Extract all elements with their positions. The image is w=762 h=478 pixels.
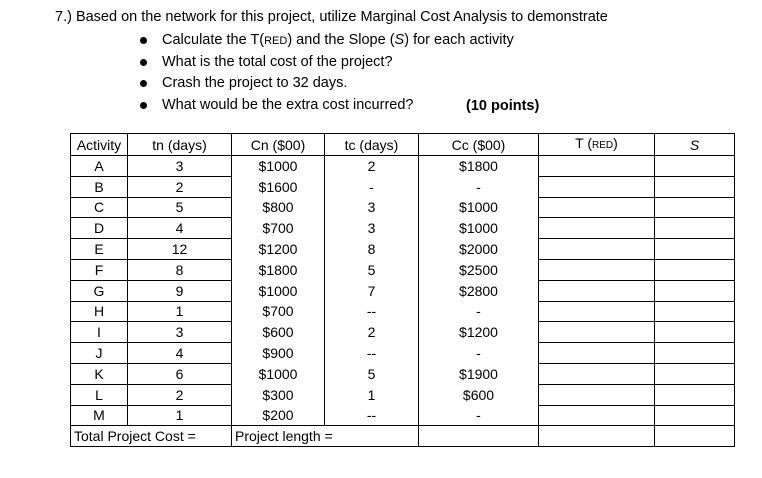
cell-t-red bbox=[539, 197, 655, 218]
cell-tc: 3 bbox=[325, 218, 419, 239]
cell-activity: K bbox=[71, 363, 128, 384]
cell-cc: - bbox=[419, 301, 539, 322]
cell-activity: H bbox=[71, 301, 128, 322]
cell-tc: -- bbox=[325, 301, 419, 322]
table-row bbox=[71, 363, 735, 384]
cell-cn: $1000 bbox=[232, 280, 325, 301]
cell-tn: 1 bbox=[128, 405, 232, 426]
cell-activity: M bbox=[71, 405, 128, 426]
task-text-prefix: Calculate the T( bbox=[162, 32, 265, 48]
table-row bbox=[71, 239, 735, 260]
cell-activity: E bbox=[71, 239, 128, 260]
table-row bbox=[71, 405, 735, 426]
cell-activity: B bbox=[71, 176, 128, 197]
bullet-icon bbox=[140, 102, 147, 109]
points-label: (10 points) bbox=[466, 98, 540, 114]
cell-cc: $1800 bbox=[419, 156, 539, 177]
cell-tn: 9 bbox=[128, 280, 232, 301]
cell-cc: $1200 bbox=[419, 322, 539, 343]
cell-t-red bbox=[539, 343, 655, 364]
task-list bbox=[138, 30, 514, 116]
table-row bbox=[71, 176, 735, 197]
footer-cell bbox=[655, 426, 735, 447]
cell-tn: 3 bbox=[128, 322, 232, 343]
cell-slope bbox=[655, 218, 735, 239]
cell-t-red bbox=[539, 176, 655, 197]
cell-activity: F bbox=[71, 259, 128, 280]
task-text-mid: ) and the Slope ( bbox=[287, 32, 395, 48]
task-text: What would be the extra cost incurred? bbox=[162, 96, 414, 113]
table-body bbox=[71, 156, 735, 426]
cell-cn: $1000 bbox=[232, 363, 325, 384]
task-text: What is the total cost of the project? bbox=[162, 53, 393, 70]
activity-table bbox=[70, 133, 735, 447]
cell-t-red bbox=[539, 259, 655, 280]
cell-activity: C bbox=[71, 197, 128, 218]
cell-slope bbox=[655, 322, 735, 343]
bullet-icon bbox=[140, 80, 147, 87]
header-slope: S bbox=[655, 134, 735, 156]
question-text: 7.) Based on the network for this project, utilize Marginal Cost Analysis to demonstrate bbox=[55, 9, 608, 25]
cell-t-red bbox=[539, 218, 655, 239]
cell-tc: 1 bbox=[325, 384, 419, 405]
cell-activity: L bbox=[71, 384, 128, 405]
task-item bbox=[138, 52, 514, 74]
cell-tn: 4 bbox=[128, 343, 232, 364]
header-cn: Cn ($00) bbox=[232, 134, 325, 156]
total-cost-label: Total Project Cost = bbox=[71, 426, 232, 447]
cell-tc: 5 bbox=[325, 363, 419, 384]
table-footer-row bbox=[71, 426, 735, 447]
cell-slope bbox=[655, 156, 735, 177]
cell-tn: 3 bbox=[128, 156, 232, 177]
cell-t-red bbox=[539, 363, 655, 384]
cell-tc: 8 bbox=[325, 239, 419, 260]
cell-t-red bbox=[539, 322, 655, 343]
cell-activity: G bbox=[71, 280, 128, 301]
cell-cn: $700 bbox=[232, 301, 325, 322]
cell-cn: $1200 bbox=[232, 239, 325, 260]
table-row bbox=[71, 301, 735, 322]
cell-slope bbox=[655, 280, 735, 301]
cell-tn: 8 bbox=[128, 259, 232, 280]
cell-cn: $200 bbox=[232, 405, 325, 426]
cell-cn: $800 bbox=[232, 197, 325, 218]
cell-slope bbox=[655, 301, 735, 322]
cell-tn: 2 bbox=[128, 384, 232, 405]
cell-cn: $600 bbox=[232, 322, 325, 343]
cell-slope bbox=[655, 239, 735, 260]
cell-tc: 3 bbox=[325, 197, 419, 218]
cell-cn: $1800 bbox=[232, 259, 325, 280]
header-t-red bbox=[539, 134, 655, 156]
cell-cn: $1600 bbox=[232, 176, 325, 197]
task-item bbox=[138, 73, 514, 95]
cell-slope bbox=[655, 363, 735, 384]
footer-cell bbox=[539, 426, 655, 447]
table-row bbox=[71, 280, 735, 301]
cell-t-red bbox=[539, 239, 655, 260]
header-t-prefix: T ( bbox=[575, 135, 593, 151]
cell-slope bbox=[655, 197, 735, 218]
cell-tc: 2 bbox=[325, 156, 419, 177]
cell-cc: - bbox=[419, 343, 539, 364]
cell-tn: 1 bbox=[128, 301, 232, 322]
cell-cc: $2800 bbox=[419, 280, 539, 301]
footer-cell bbox=[419, 426, 539, 447]
table-row bbox=[71, 384, 735, 405]
header-cc: Cc ($00) bbox=[419, 134, 539, 156]
cell-cn: $300 bbox=[232, 384, 325, 405]
cell-cc: $2500 bbox=[419, 259, 539, 280]
cell-slope bbox=[655, 405, 735, 426]
cell-activity: I bbox=[71, 322, 128, 343]
bullet-icon bbox=[140, 37, 147, 44]
task-text: Crash the project to 32 days. bbox=[162, 75, 348, 91]
cell-cc: $2000 bbox=[419, 239, 539, 260]
cell-cc: - bbox=[419, 405, 539, 426]
cell-t-red bbox=[539, 156, 655, 177]
cell-tn: 5 bbox=[128, 197, 232, 218]
cell-tc: -- bbox=[325, 343, 419, 364]
header-activity: Activity bbox=[71, 134, 128, 156]
cell-tn: 2 bbox=[128, 176, 232, 197]
cell-t-red bbox=[539, 280, 655, 301]
cell-slope bbox=[655, 176, 735, 197]
cell-slope bbox=[655, 259, 735, 280]
project-length-label: Project length = bbox=[232, 426, 419, 447]
cell-tn: 12 bbox=[128, 239, 232, 260]
cell-tn: 4 bbox=[128, 218, 232, 239]
table-row bbox=[71, 218, 735, 239]
table-header-row bbox=[71, 134, 735, 156]
table-row bbox=[71, 156, 735, 177]
cell-tc: 2 bbox=[325, 322, 419, 343]
header-tn: tn (days) bbox=[128, 134, 232, 156]
task-text-small: RED bbox=[264, 35, 288, 47]
cell-cc: $600 bbox=[419, 384, 539, 405]
bullet-icon bbox=[140, 59, 147, 66]
cell-cn: $900 bbox=[232, 343, 325, 364]
header-tc: tc (days) bbox=[325, 134, 419, 156]
cell-tc: -- bbox=[325, 405, 419, 426]
task-text-end: ) for each activity bbox=[404, 32, 514, 48]
table-row bbox=[71, 322, 735, 343]
cell-cc: $1900 bbox=[419, 363, 539, 384]
header-t-suffix: ) bbox=[613, 135, 618, 151]
cell-cc: $1000 bbox=[419, 197, 539, 218]
cell-tn: 6 bbox=[128, 363, 232, 384]
cell-cc: - bbox=[419, 176, 539, 197]
task-item bbox=[138, 95, 514, 117]
table-row bbox=[71, 197, 735, 218]
cell-cn: $1000 bbox=[232, 156, 325, 177]
cell-tc: 7 bbox=[325, 280, 419, 301]
table-row bbox=[71, 343, 735, 364]
cell-cc: $1000 bbox=[419, 218, 539, 239]
cell-cn: $700 bbox=[232, 218, 325, 239]
task-item bbox=[138, 30, 514, 52]
cell-t-red bbox=[539, 384, 655, 405]
task-text-italic: S bbox=[394, 32, 405, 48]
cell-slope bbox=[655, 343, 735, 364]
header-t-small: RED bbox=[592, 140, 614, 151]
cell-activity: D bbox=[71, 218, 128, 239]
cell-slope bbox=[655, 384, 735, 405]
cell-t-red bbox=[539, 301, 655, 322]
cell-activity: J bbox=[71, 343, 128, 364]
table-row bbox=[71, 259, 735, 280]
cell-tc: - bbox=[325, 176, 419, 197]
cell-t-red bbox=[539, 405, 655, 426]
cell-activity: A bbox=[71, 156, 128, 177]
cell-tc: 5 bbox=[325, 259, 419, 280]
